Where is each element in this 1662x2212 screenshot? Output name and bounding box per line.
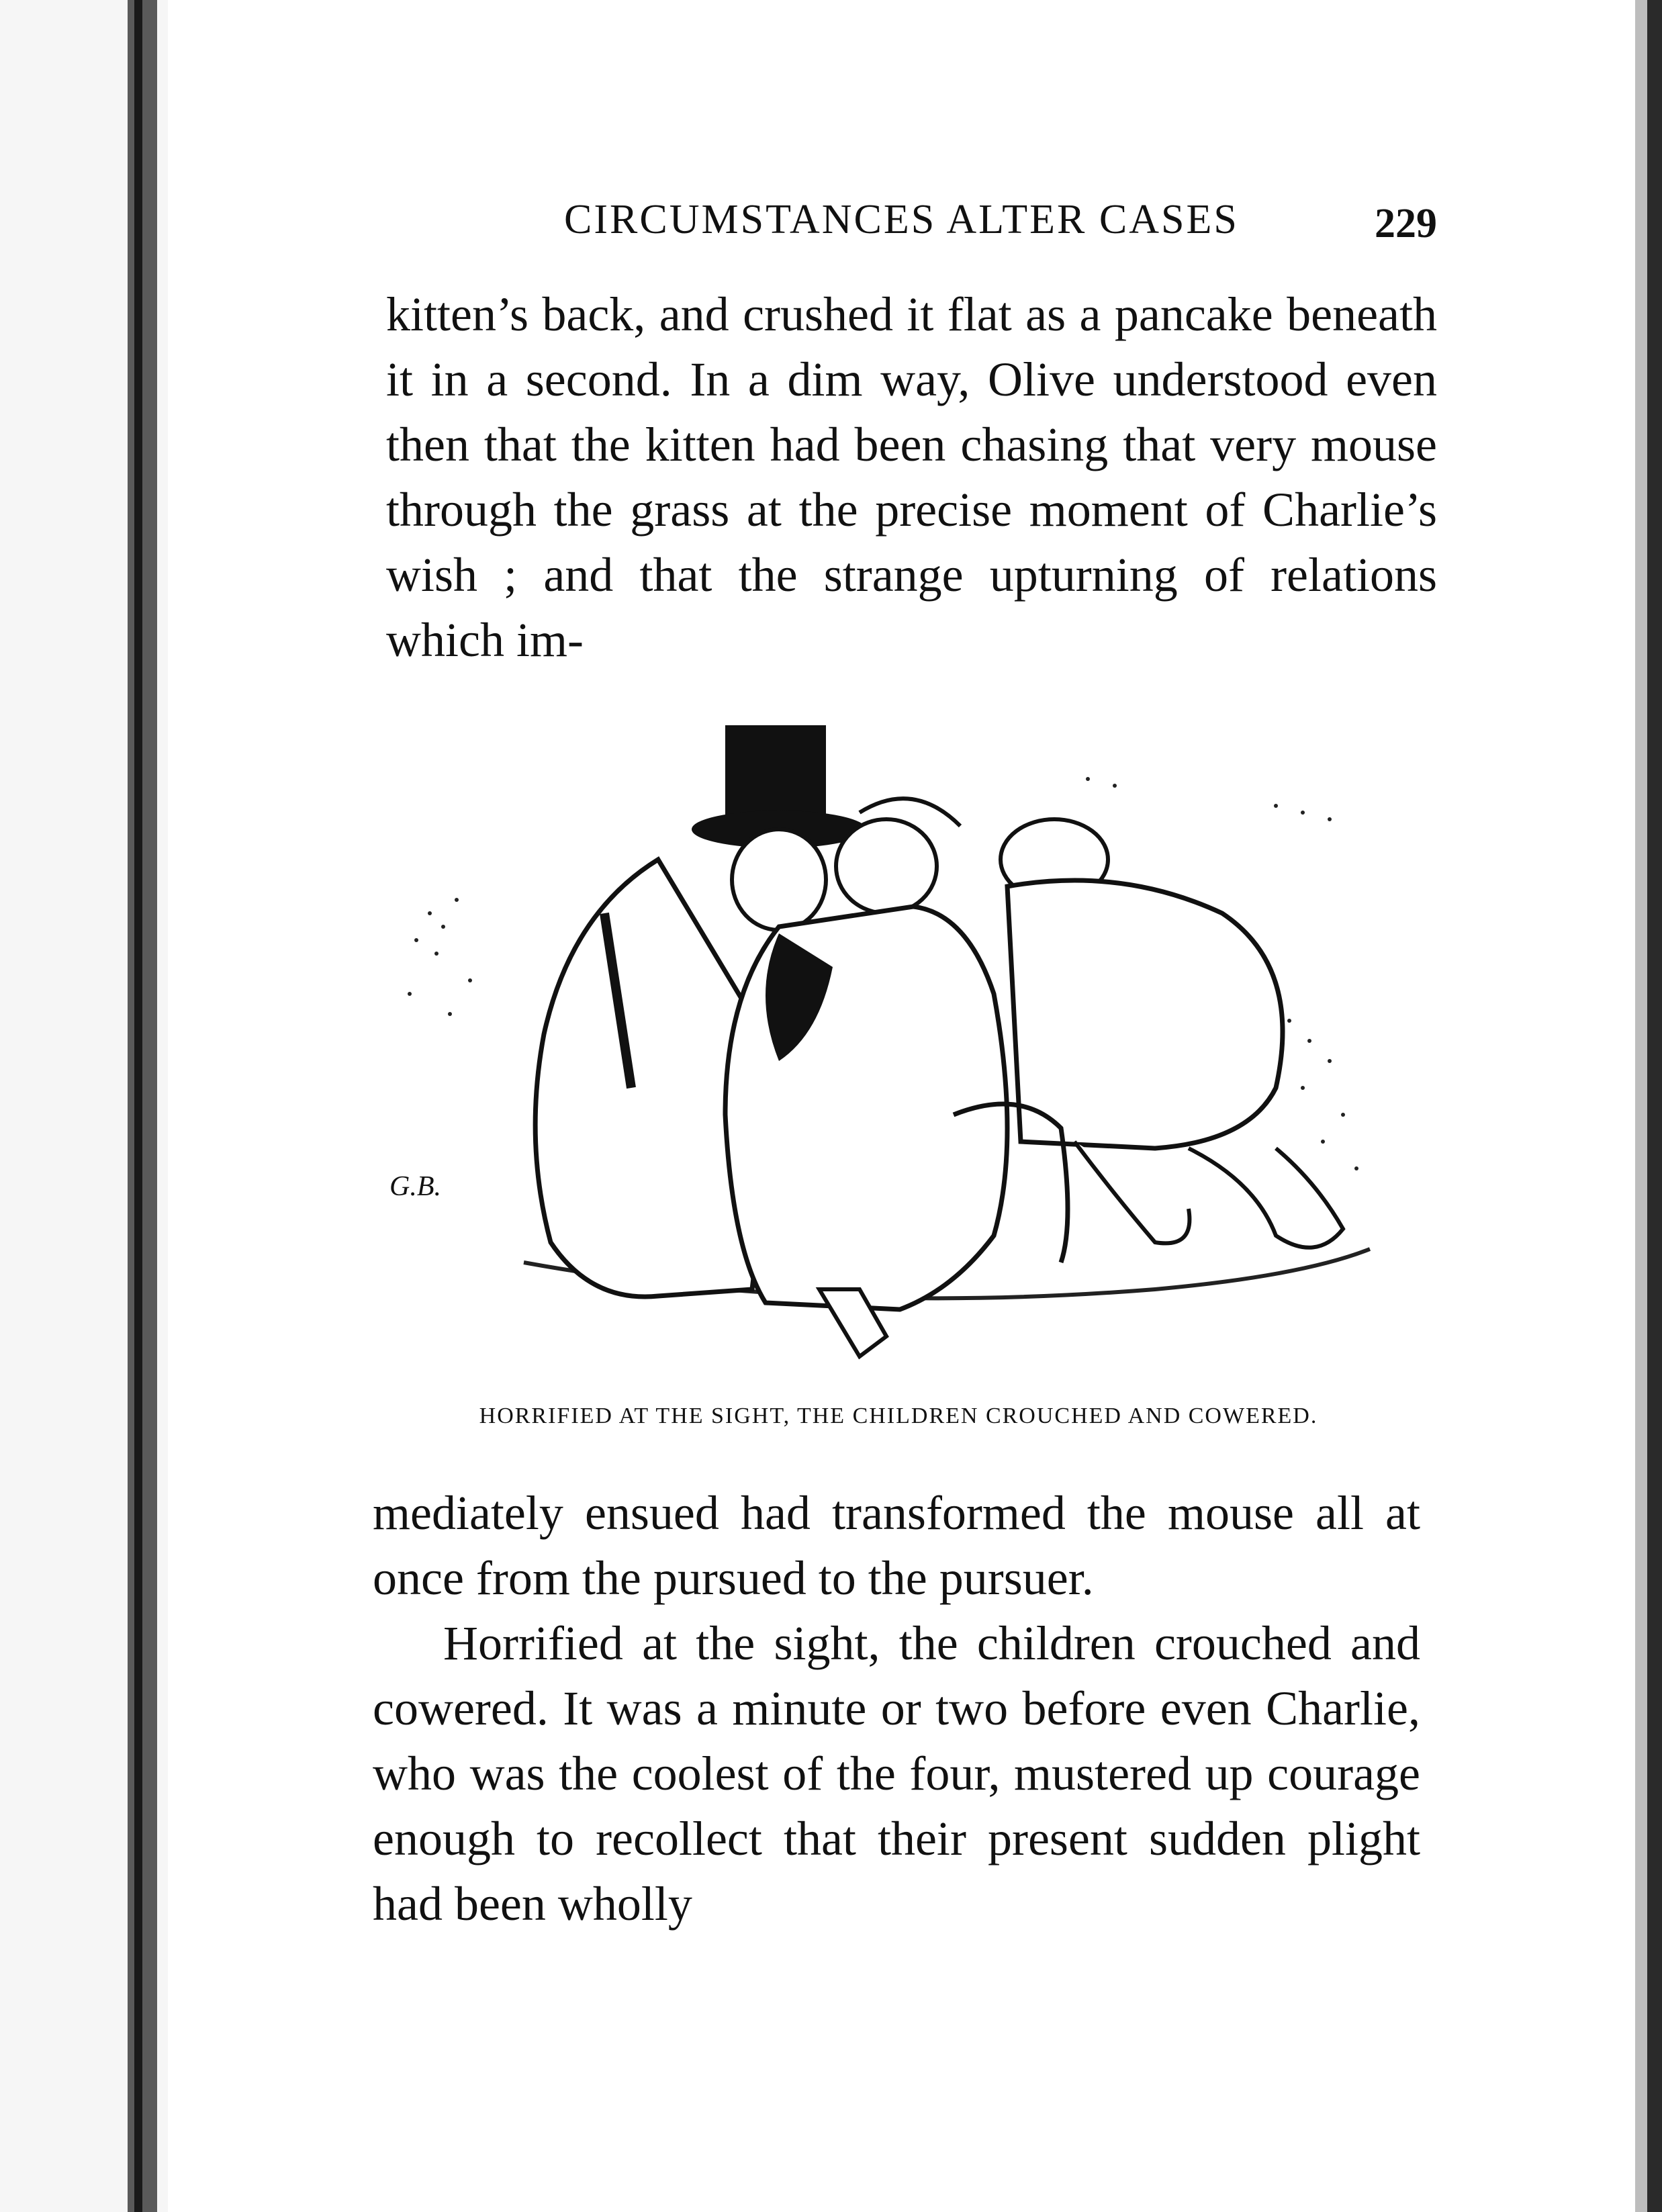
- page-number: 229: [1375, 201, 1437, 246]
- paragraph: mediately ensued had transformed the mouse all at once from the pursued to the pursuer.: [373, 1486, 1420, 1605]
- page-edge: [1647, 0, 1662, 2212]
- illustration-children-cowering-icon: [349, 712, 1424, 1370]
- artist-signature: G.B.: [389, 1171, 441, 1202]
- running-head: CIRCUMSTANCES ALTER CASES: [564, 197, 1239, 242]
- body-text-top: [386, 282, 1437, 673]
- illustration: [349, 712, 1424, 1370]
- page-header: [564, 196, 1437, 257]
- page-edge-shade: [1635, 0, 1647, 2212]
- illustration-caption: HORRIFIED AT THE SIGHT, THE CHILDREN CROUCHED AND COWERED.: [479, 1403, 1318, 1428]
- binding-spine-shadow: [134, 0, 142, 2212]
- paragraph: Horrified at the sight, the children crouched and cowered. It was a minute or two before even Charlie, who was the coolest of the four, mustered up courage enough to recollect that their present sudden plight had been wholly: [373, 1616, 1420, 1931]
- paragraph: kitten’s back, and crushed it flat as a pancake beneath it in a second. In a dim way, Olive understood even then that the kitten had been chasing that very mouse through the grass at the precise moment of Charlie’s wish ; and that the strange upturning of relations which im-: [386, 287, 1437, 667]
- body-text-bottom: [373, 1481, 1420, 1937]
- binding-spine: [128, 0, 157, 2212]
